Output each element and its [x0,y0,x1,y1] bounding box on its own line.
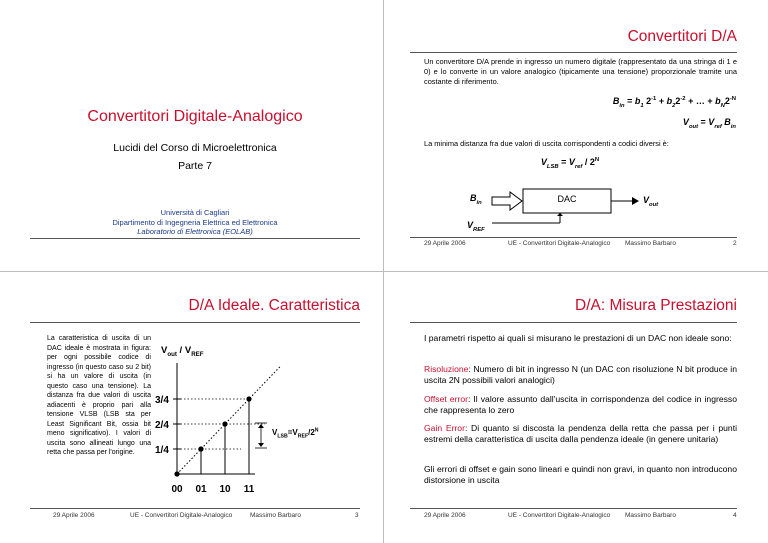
data-point [222,421,227,426]
slide1-bottom-rule [30,238,360,239]
slide4-footer-page: 4 [733,512,737,519]
slide4-item-offset [424,394,737,417]
slide3-footer-rule [30,508,360,509]
slide4-intro: I parametri rispetto ai quali si misurano le prestazioni di un DAC non ideale sono: [424,333,732,343]
slide3-footer-date: 29 Aprile 2006 [53,512,95,519]
slide2-eq3: $V_{LSB} = V_{ref} / 2^N$ [540,157,600,170]
input-label: $B_{in}$ [470,193,482,206]
vlsb-arrow-up [258,424,264,428]
chart-marks [155,395,265,495]
slide2-footer-date: 29 Aprile 2006 [424,240,466,247]
ref-label: $V_{REF}$ [467,220,485,233]
item-term: Offset error [424,394,468,404]
y-tick-label: 3/4 [155,395,169,406]
slide2-footer-course: UE - Convertitori Digitale-Analogico [508,240,611,247]
slide4-footer-date: 29 Aprile 2006 [424,512,466,519]
slide3-description: La caratteristica di uscita di un DAC ideale è mostrata in figura: per ogni possibile codice di ingresso (in questo caso su 2 bit) si ha un valore di uscita (in questo caso una tensione). La distanza fra due valori di uscita adiacenti è proprio pari alla tensione VLSB (LSB sta per Least Significant Bit, ossia bit meno significativo). I valori di uscita sono allineati lungo una retta che passa per l'origine. [47,335,151,456]
slide2-title-rule [410,52,737,53]
slide3-footer-course: UE - Convertitori Digitale-Analogico [130,512,233,519]
item-text: : Numero di bit in ingresso N (un DAC con risoluzione N bit produce in uscita 2N possibili valori analogici) [424,364,737,386]
slide1-part: Parte 7 [178,160,212,172]
slide2-footer-author: Massimo Barbaro [625,240,676,247]
slide4-item-resolution [424,364,737,387]
slide2-eq1: $B_{in} = b_1$ $2^{-1} + b_22^{-2}$ + … + $b_N2^{-N}$ [612,96,736,109]
x-tick-label: 10 [219,484,231,495]
vlsb-annotation: $V_{LSB}=V_{REF}/2^N$ [272,427,319,440]
item-text: : Di quanto si discosta la pendenza della retta che passa per i punti estremi della caratteristica di uscita dalla pendenza ideale (in genere unitaria) [424,423,738,445]
ideal-reference-line [177,367,280,475]
slide1-subtitle: Lucidi del Corso di Microelettronica [113,142,277,154]
slide3-title-rule [30,322,360,323]
slide4-footer-course: UE - Convertitori Digitale-Analogico [508,512,611,519]
item-text: : Il valore assunto dall'uscita in corrispondenza del codice in ingresso che rappresenta lo zero [424,394,737,416]
item-term: Risoluzione [424,364,469,374]
slide2-intro: Un convertitore D/A prende in ingresso un numero digitale (rappresentato da una stringa di 1 e 0) e lo converte in un valore analogico (tipicamente una tensione) proporzionale tramite una costante di riferimento. [424,57,737,86]
data-point [174,471,179,476]
chart-ylabel: $V_{out} / V_{REF}$ [161,345,204,358]
vlsb-arrow-down [258,443,264,447]
output-label: $V_{out}$ [643,195,659,208]
slide1-department: Dipartimento di Ingegneria Elettrica ed Elettronica [112,218,278,227]
slide1-title: Convertitori Digitale-Analogico [87,108,303,125]
slide2-footer-rule [410,237,737,238]
slide2-footer-page: 2 [733,240,737,247]
x-tick-label: 00 [171,484,183,495]
horizontal-divider [0,271,768,272]
data-point [246,396,251,401]
slide4-item-gain [424,423,737,446]
slide3-title: D/A Ideale. Caratteristica [188,297,360,314]
dac-block-diagram [470,185,680,235]
slide3-footer-page: 3 [355,512,359,519]
x-tick-label: 11 [243,484,255,495]
slide2-eq2: $V_{out} = V_{ref}$ $B_{in}$ [682,117,736,130]
dac-label: DAC [557,194,577,204]
dac-characteristic-chart [155,340,365,515]
output-arrowhead [632,197,639,205]
slide4-closing: Gli errori di offset e gain sono lineari e quindi non gravi, in quanto non introducono distorsione in uscita [424,464,737,486]
slide1-lab: Laboratorio di Elettronica (EOLAB) [137,227,253,236]
data-point [198,446,203,451]
y-tick-label: 2/4 [155,420,169,431]
input-bus-arrow [492,192,522,210]
slide3-footer-author: Massimo Barbaro [250,512,301,519]
slide4-footer-author: Massimo Barbaro [625,512,676,519]
slide2-title: Convertitori D/A [627,28,737,45]
slide4-footer-rule [410,508,737,509]
slide4-title: D/A: Misura Prestazioni [575,297,737,314]
slide2-distance-text: La minima distanza fra due valori di uscita corrispondenti a codici diversi è: [424,139,669,148]
slide4-title-rule [410,322,737,323]
university-name: Università di Cagliari [160,208,230,217]
x-tick-label: 01 [195,484,207,495]
y-tick-label: 1/4 [155,445,169,456]
slide1-university [30,208,360,217]
item-term: Gain Error [424,423,465,433]
